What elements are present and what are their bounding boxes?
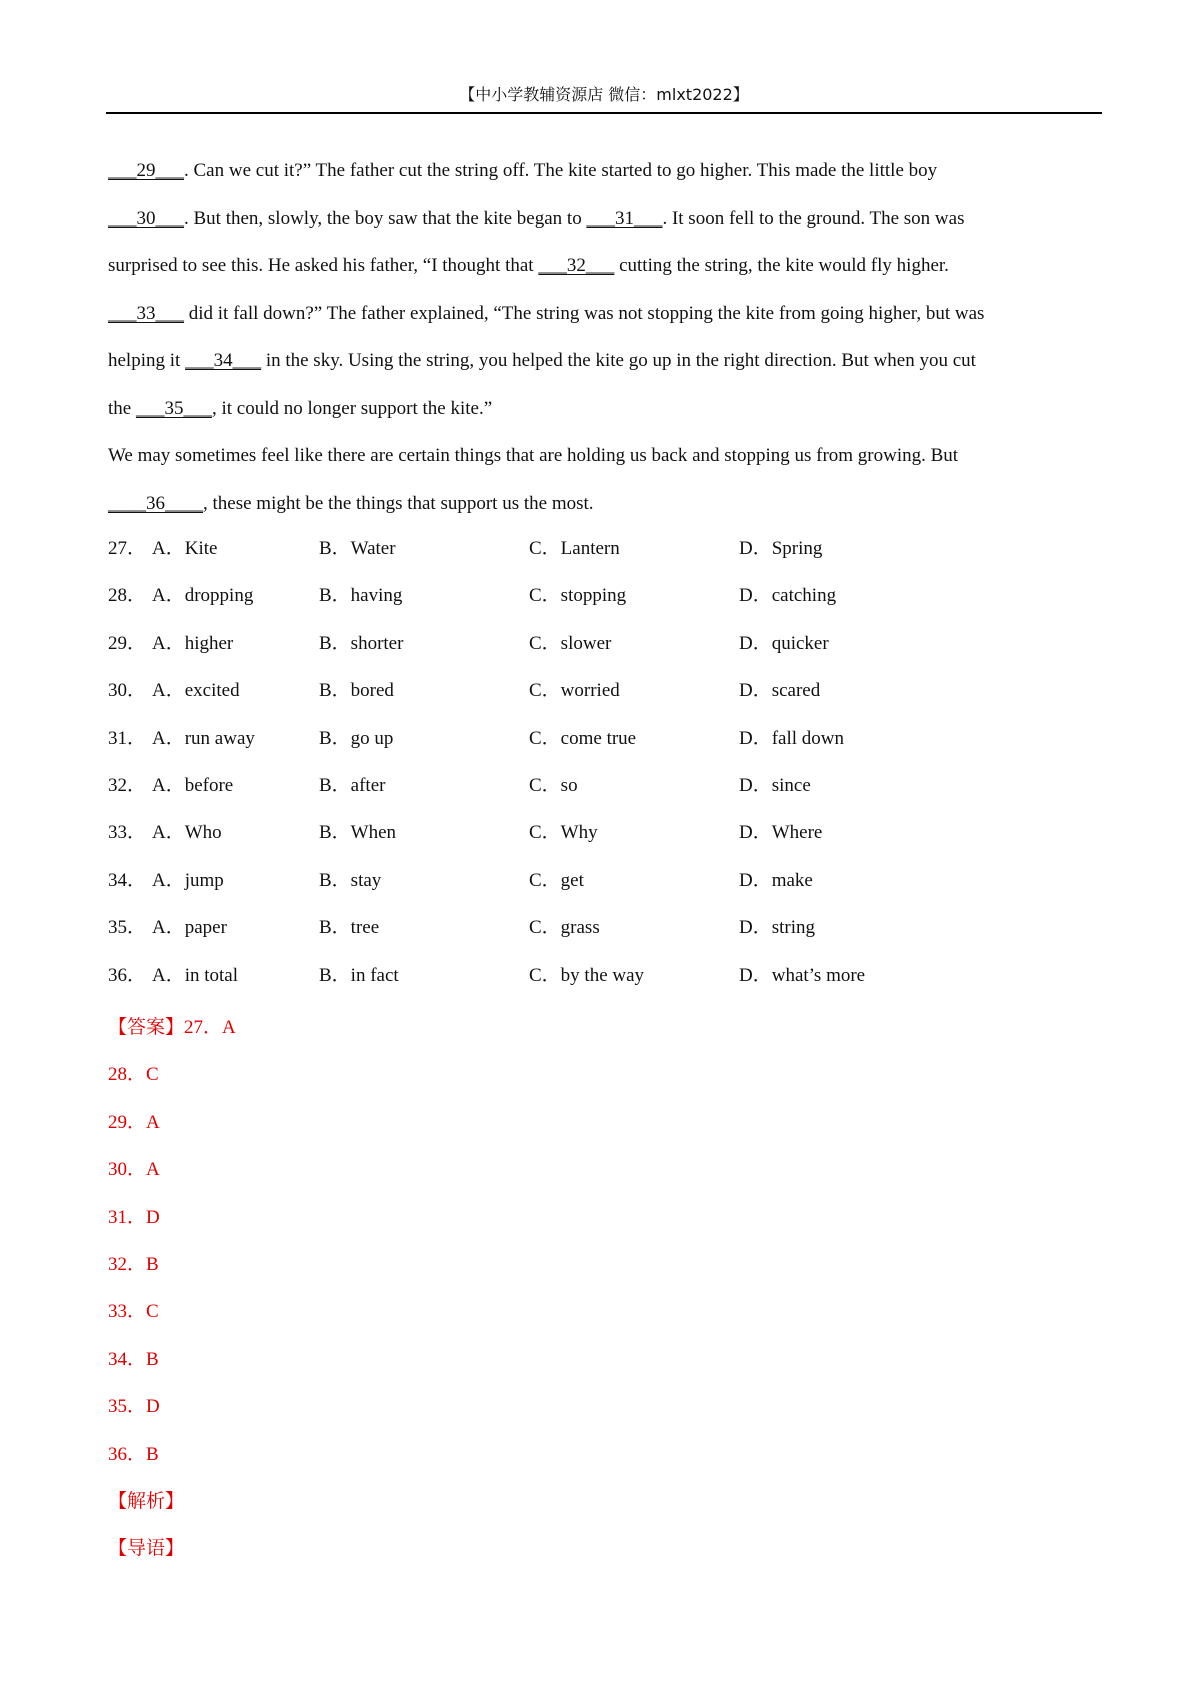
question-number: 29． <box>108 632 147 654</box>
question-number: 36． <box>108 964 147 986</box>
answer-blank: ___31___ <box>586 207 663 229</box>
option-c: C．Lantern <box>529 538 620 559</box>
passage-line <box>108 385 1098 433</box>
answer-blank: ___34___ <box>185 350 262 371</box>
answer-row <box>108 1241 236 1288</box>
passage-line <box>108 290 1098 338</box>
option-a: A．paper <box>152 917 227 939</box>
option-d: D．scared <box>739 680 821 702</box>
passage-line <box>108 480 1098 528</box>
option-d: D．Where <box>739 822 823 844</box>
passage-text: the <box>108 397 136 419</box>
passage-text: in the sky. Using the string, you helped the kite go up in the right direction. But when you cut <box>261 350 976 371</box>
option-d: D．what’s more <box>739 964 866 986</box>
option-c: C．slower <box>529 632 612 654</box>
answer-section <box>108 1004 236 1573</box>
passage-text: . Can we cut it?” The father cut the string off. The kite started to go higher. This made the little boy <box>184 160 938 181</box>
answer-row <box>108 1431 236 1478</box>
option-a: A．before <box>152 774 234 796</box>
passage-text: , it could no longer support the kite.” <box>211 397 493 419</box>
answer-blank: ___35___ <box>135 397 212 419</box>
question-row <box>108 620 1008 667</box>
option-b: B．Water <box>319 538 396 559</box>
answer-blank: ___33___ <box>108 302 184 324</box>
answer-row <box>108 1194 236 1241</box>
option-b: B．When <box>319 822 397 844</box>
passage-text: , these might be the things that support us the most. <box>203 492 594 514</box>
cloze-passage <box>108 147 1098 527</box>
question-number: 35． <box>108 917 147 939</box>
option-b: B．stay <box>319 869 382 891</box>
answer-row <box>108 1051 236 1098</box>
question-row <box>108 904 1008 951</box>
option-a: A．in total <box>152 964 239 986</box>
passage-text: surprised to see this. He asked his father, “I thought that <box>108 255 539 276</box>
answer-item: 27．A <box>184 1017 236 1038</box>
answer-item: 36．B <box>108 1443 159 1465</box>
passage-line <box>108 195 1098 243</box>
option-a: A．Who <box>152 822 222 844</box>
option-c: C．Why <box>529 822 598 844</box>
option-d: D．string <box>739 917 816 939</box>
answer-row <box>108 1288 236 1335</box>
option-a: A．higher <box>152 632 234 654</box>
answer-row <box>108 1099 236 1146</box>
option-a: A．dropping <box>152 585 254 607</box>
question-row <box>108 667 1008 714</box>
answer-blank: ____36____ <box>108 492 203 514</box>
option-b: B．in fact <box>319 964 399 986</box>
answer-item: 33．C <box>108 1301 159 1323</box>
question-number: 33． <box>108 822 147 844</box>
option-b: B．after <box>319 774 386 796</box>
option-b: B．go up <box>319 727 394 749</box>
option-c: C．get <box>529 869 584 891</box>
option-a: A．excited <box>152 680 240 702</box>
answer-row <box>108 1004 236 1051</box>
page-header: 【中小学教辅资源店 微信：mlxt2022】 <box>106 84 1102 114</box>
question-number: 27． <box>108 538 147 559</box>
question-row <box>108 525 1008 572</box>
question-row <box>108 762 1008 809</box>
option-c: C．so <box>529 774 578 796</box>
question-row <box>108 715 1008 762</box>
option-d: D．make <box>739 869 813 891</box>
passage-line <box>108 147 1098 195</box>
question-row <box>108 572 1008 619</box>
question-number: 30． <box>108 680 147 702</box>
passage-text: . It soon fell to the ground. The son was <box>662 207 965 229</box>
question-number: 34． <box>108 869 147 891</box>
option-a: A．Kite <box>152 538 218 559</box>
answer-row <box>108 1146 236 1193</box>
passage-text: . But then, slowly, the boy saw that the kite began to <box>184 207 587 229</box>
answer-item: 31．D <box>108 1206 160 1228</box>
option-b: B．having <box>319 585 403 607</box>
answer-label: 【答案】 <box>108 1016 185 1038</box>
passage-text: did it fall down?” The father explained, “The string was not stopping the kite from going higher, but was <box>184 302 985 324</box>
question-number: 32． <box>108 774 147 796</box>
intro-label: 【导语】 <box>108 1537 185 1560</box>
option-b: B．shorter <box>319 632 404 654</box>
option-d: D．catching <box>739 585 837 607</box>
option-d: D．quicker <box>739 632 829 654</box>
option-c: C．come true <box>529 727 637 749</box>
passage-line <box>108 337 1098 385</box>
question-options <box>108 525 1008 999</box>
passage-line <box>108 432 1098 480</box>
question-number: 28． <box>108 585 147 607</box>
answer-item: 32．B <box>108 1253 159 1275</box>
passage-text: cutting the string, the kite would fly higher. <box>614 255 949 276</box>
option-c: C．by the way <box>529 964 645 986</box>
passage-text: We may sometimes feel like there are certain things that are holding us back and stopping us from growing. But <box>108 445 959 466</box>
option-c: C．stopping <box>529 585 627 607</box>
option-d: D．fall down <box>739 727 845 749</box>
passage-text: helping it <box>108 350 186 371</box>
option-b: B．bored <box>319 680 394 702</box>
answer-item: 35．D <box>108 1396 160 1418</box>
answer-row <box>108 1383 236 1430</box>
answer-item: 34．B <box>108 1348 159 1370</box>
answer-blank: ___30___ <box>108 207 184 229</box>
question-row <box>108 952 1008 999</box>
option-d: D．since <box>739 774 811 796</box>
analysis-label: 【解析】 <box>108 1489 185 1512</box>
answer-item: 28．C <box>108 1064 159 1086</box>
question-row <box>108 809 1008 856</box>
option-a: A．run away <box>152 727 255 749</box>
option-c: C．worried <box>529 680 620 702</box>
option-d: D．Spring <box>739 538 823 559</box>
option-a: A．jump <box>152 869 224 891</box>
answer-item: 29．A <box>108 1111 160 1133</box>
answer-row <box>108 1336 236 1383</box>
answer-blank: ___29___ <box>108 160 184 181</box>
answer-item: 30．A <box>108 1159 160 1181</box>
question-row <box>108 857 1008 904</box>
answer-blank: ___32___ <box>538 255 615 276</box>
question-number: 31． <box>108 727 147 749</box>
option-c: C．grass <box>529 917 600 939</box>
option-b: B．tree <box>319 917 380 939</box>
passage-line <box>108 242 1098 290</box>
